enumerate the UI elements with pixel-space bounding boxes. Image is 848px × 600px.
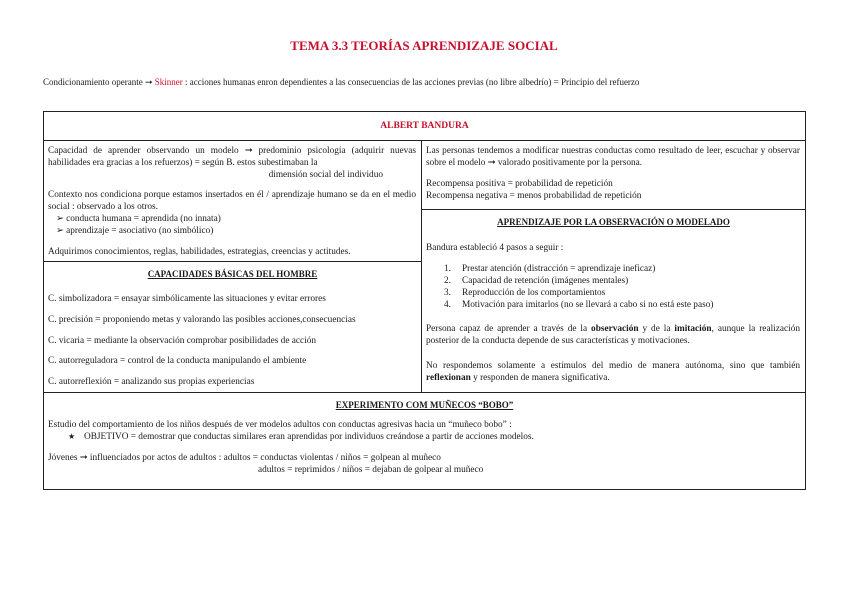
observacion-p2-b: observación bbox=[591, 324, 639, 334]
bandura-left-p1-end: dimensión social del individuo bbox=[268, 170, 383, 180]
observacion-p2-a: Persona capaz de aprender a través de la bbox=[426, 324, 588, 334]
experimento-line1: Jóvenes ➞ influenciados por actos de adultos : adultos = conductas violentas / niños = golpean al muñeco bbox=[48, 453, 441, 463]
step-text: Capacidad de retención (imágenes mentales) bbox=[462, 276, 629, 286]
step-number: 3. bbox=[444, 288, 451, 298]
divider-vertical bbox=[421, 140, 422, 392]
observacion-p2-e: , aunque la realización posterior de la conducta depende de sus características y motivaciones. bbox=[426, 324, 800, 346]
divider-bottom bbox=[43, 392, 806, 393]
bandura-left-p2: Contexto nos condiciona porque estamos insertados en él / aprendizaje humano se da en el medio social : observado a los otros. bbox=[48, 190, 416, 212]
list-item bbox=[444, 263, 800, 275]
bandura-left-p3: Adquirimos conocimientos, reglas, habilidades, estrategias, creencias y actitudes. bbox=[48, 247, 351, 257]
experimento-p1: Estudio del comportamiento de los niños después de ver modelos adultos con conductas agresivas hacia un “muñeco bobo” : bbox=[48, 420, 512, 430]
bandura-right-p2b: Recompensa negativa = menos probabilidad de repetición bbox=[426, 191, 642, 201]
star-icon: ★ bbox=[68, 432, 76, 441]
objetivo-text: OBJETIVO = demostrar que conductas similares eran aprendidas por individuos creándose a partir de acciones modelos. bbox=[84, 432, 534, 442]
step-number: 4. bbox=[444, 300, 451, 310]
divider-right-mid bbox=[421, 209, 806, 210]
observacion-p3-c: y responden de manera significativa. bbox=[473, 373, 610, 383]
capacidades-item: C. precisión = proponiendo metas y valorando las posibles acciones,consecuencias bbox=[48, 315, 356, 325]
observacion-intro: Bandura estableció 4 pasos a seguir : bbox=[426, 243, 564, 253]
step-text: Reproducción de los comportamientos bbox=[462, 288, 606, 298]
bandura-left-list bbox=[56, 213, 416, 237]
capacidades-item: C. vicaria = mediante la observación comprobar posibilidades de acción bbox=[48, 336, 317, 346]
divider-header bbox=[43, 140, 806, 141]
experimento-objetivo bbox=[68, 431, 798, 443]
list-item bbox=[444, 275, 800, 287]
observacion-p2-d: imitación bbox=[674, 324, 712, 334]
capacidades-item: C. autorreflexión = analizando sus propias experiencias bbox=[48, 377, 255, 387]
bandura-header: ALBERT BANDURA bbox=[380, 121, 469, 131]
step-number: 2. bbox=[444, 276, 451, 286]
observacion-p3-b: reflexionan bbox=[426, 373, 471, 383]
capacidades-header: CAPACIDADES BÁSICAS DEL HOMBRE bbox=[147, 269, 318, 279]
step-text: Prestar atención (distracción = aprendizaje ineficaz) bbox=[462, 264, 656, 274]
observacion-steps bbox=[444, 263, 800, 311]
observacion-p2 bbox=[426, 323, 800, 347]
step-number: 1. bbox=[444, 264, 451, 274]
observacion-header: APRENDIZAJE POR LA OBSERVACIÓN O MODELADO bbox=[497, 217, 730, 227]
observacion-p2-c: y de la bbox=[642, 324, 671, 334]
list-item: ➢ aprendizaje = asociativo (no simbólico) bbox=[56, 226, 214, 236]
intro-part2: : acciones humanas enron dependientes a las consecuencias de las acciones previas (no libre albedrío) = Principio del refuerzo bbox=[185, 77, 640, 87]
bandura-left-p1-text: Capacidad de aprender observando un modelo ➞ predominio psicología (adquirir nuevas habilidades era gracias a los refuerzos) = según B. estos subestimaban la bbox=[48, 146, 416, 168]
experimento-header: EXPERIMENTO COM MUÑECOS “BOBO” bbox=[335, 400, 514, 410]
capacidades-item: C. simbolizadora = ensayar simbólicamente las situaciones y evitar errores bbox=[48, 294, 326, 304]
list-item: ➢ conducta humana = aprendida (no innata) bbox=[56, 214, 221, 224]
bandura-left-p1 bbox=[48, 145, 416, 169]
intro-name: Skinner bbox=[154, 77, 183, 87]
page-title: TEMA 3.3 TEORÍAS APRENDIZAJE SOCIAL bbox=[290, 38, 558, 53]
list-item bbox=[444, 299, 800, 311]
capacidades-item: C. autorreguladora = control de la conducta manipulando el ambiente bbox=[48, 356, 307, 366]
list-item bbox=[444, 287, 800, 299]
step-text: Motivación para imitarlos (no se llevará a cabo si no está este paso) bbox=[462, 300, 714, 310]
intro-line bbox=[43, 77, 639, 88]
divider-left-mid bbox=[43, 261, 422, 262]
arrow-icon: ➞ bbox=[144, 77, 153, 87]
intro-part1: Condicionamiento operante bbox=[43, 77, 143, 87]
observacion-p3-a: No respondemos solamente a estímulos del medio de manera autónoma, sino que también bbox=[426, 361, 800, 371]
bandura-right-p2a: Recompensa positiva = probabilidad de repetición bbox=[426, 179, 613, 189]
bandura-right-p1: Las personas tendemos a modificar nuestras conductas como resultado de leer, escuchar y observar sobre el modelo ➞ valorado positivamente por la persona. bbox=[426, 146, 800, 168]
observacion-p3 bbox=[426, 360, 800, 384]
experimento-line2: adultos = reprimidos / niños = dejaban de golpear al muñeco bbox=[258, 465, 484, 475]
